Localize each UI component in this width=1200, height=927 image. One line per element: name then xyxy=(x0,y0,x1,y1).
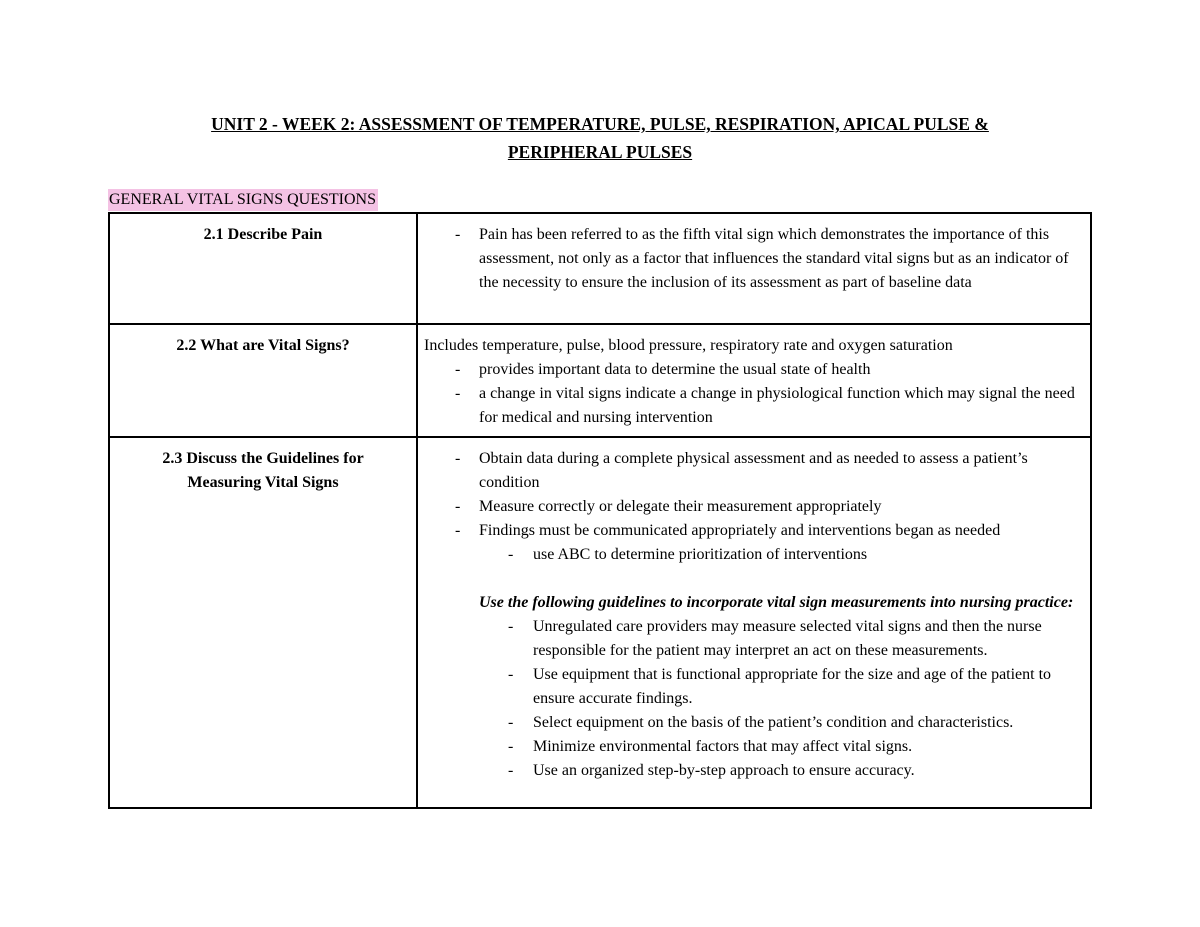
answer-sub-bullet: - use ABC to determine prioritization of interventions xyxy=(424,543,1084,567)
guideline-bullet: - Minimize environmental factors that may affect vital signs. xyxy=(424,735,1084,759)
guidelines-list xyxy=(424,615,1084,783)
answer-bullet: - Measure correctly or delegate their measurement appropriately xyxy=(424,495,1084,519)
answer-bullet: - Findings must be communicated appropriately and interventions began as needed xyxy=(424,519,1084,543)
page-title-line-2: PERIPHERAL PULSES xyxy=(507,142,693,162)
answer-cell xyxy=(417,437,1091,808)
answer-bullet: - Obtain data during a complete physical assessment and as needed to assess a patient’s condition xyxy=(424,447,1084,495)
page-title xyxy=(108,110,1092,166)
answer-cell xyxy=(417,213,1091,324)
table-row xyxy=(109,213,1091,324)
guideline-bullet: - Use an organized step-by-step approach to ensure accuracy. xyxy=(424,759,1084,783)
guideline-bullet: - Select equipment on the basis of the patient’s condition and characteristics. xyxy=(424,711,1084,735)
table-row xyxy=(109,324,1091,437)
answer-list xyxy=(424,223,1084,295)
vital-signs-questions-table xyxy=(108,212,1092,809)
section-heading: GENERAL VITAL SIGNS QUESTIONS xyxy=(108,189,378,211)
answer-bullet: - provides important data to determine the usual state of health xyxy=(424,358,1084,382)
answer-intro: Includes temperature, pulse, blood pressure, respiratory rate and oxygen saturation xyxy=(424,337,953,354)
page-title-line-1: UNIT 2 - WEEK 2: ASSESSMENT OF TEMPERATURE, PULSE, RESPIRATION, APICAL PULSE & xyxy=(211,114,989,134)
answer-list xyxy=(424,447,1084,543)
answer-bullet: - Pain has been referred to as the fifth vital sign which demonstrates the importance of this assessment, not only as a factor that influences the standard vital signs but as an indicator of the necessity to ensure the inclusion of its assessment as part of baseline data xyxy=(424,223,1084,295)
table-row xyxy=(109,437,1091,808)
answer-sublist xyxy=(424,543,1084,567)
guidelines-heading: Use the following guidelines to incorporate vital sign measurements into nursing practice: xyxy=(479,594,1074,611)
answer-list xyxy=(424,358,1084,430)
answer-cell xyxy=(417,324,1091,437)
blank-line xyxy=(424,567,1084,591)
question-cell: 2.2 What are Vital Signs? xyxy=(109,324,417,437)
question-cell: 2.3 Discuss the Guidelines for Measuring Vital Signs xyxy=(109,437,417,808)
guideline-bullet: - Use equipment that is functional appropriate for the size and age of the patient to ensure accurate findings. xyxy=(424,663,1084,711)
answer-bullet: - a change in vital signs indicate a change in physiological function which may signal the need for medical and nursing intervention xyxy=(424,382,1084,430)
guideline-bullet: - Unregulated care providers may measure selected vital signs and then the nurse responsible for the patient may interpret an act on these measurements. xyxy=(424,615,1084,663)
question-cell: 2.1 Describe Pain xyxy=(109,213,417,324)
